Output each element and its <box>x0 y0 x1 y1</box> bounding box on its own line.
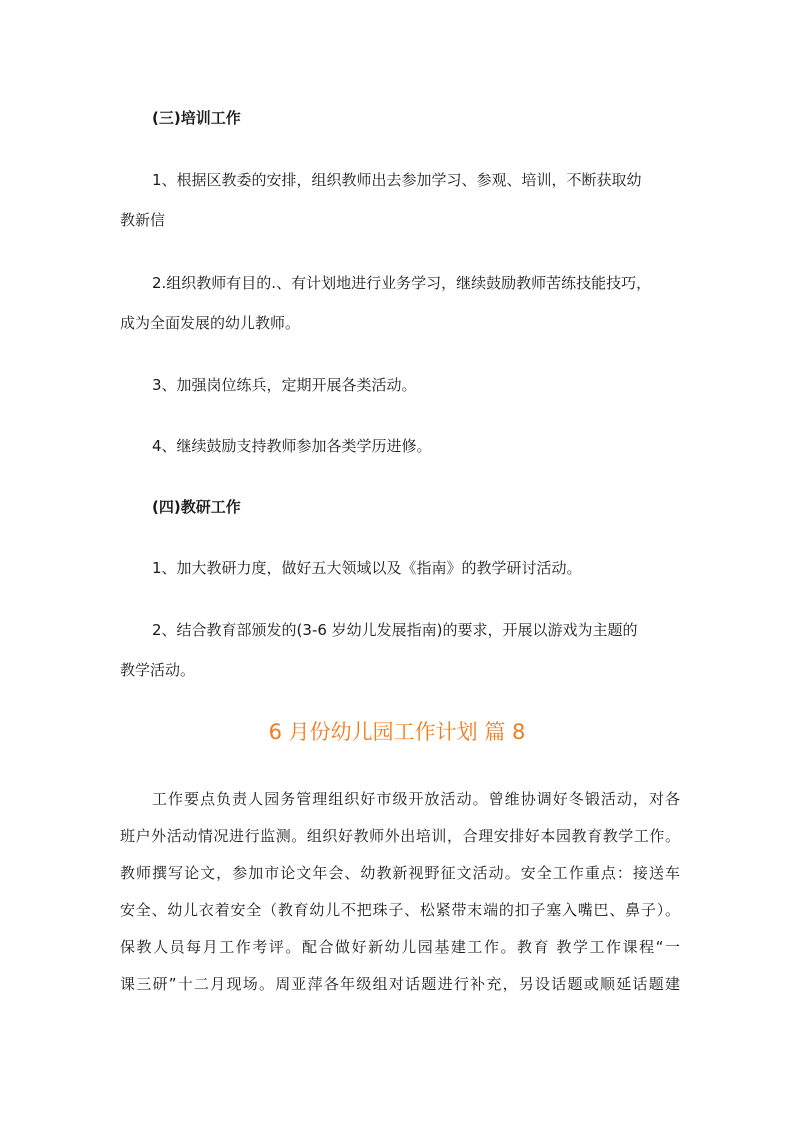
training-item-1-line-1: 1、根据区教委的安排，组织教师出去参加学习、参观、培训，不断获取幼 <box>152 171 642 189</box>
plan-line: 班户外活动情况进行监测。组织好教师外出培训，合理安排好本园教育教学工作。 <box>120 827 680 845</box>
training-item-2-line-1: 2.组织教师有目的.、有计划地进行业务学习，继续鼓励教师苦练技能技巧， <box>152 274 652 292</box>
plan-line: 安全、幼儿衣着安全（教育幼儿不把珠子、松紧带末端的扣子塞入嘴巴、鼻子）。 <box>120 901 680 919</box>
research-item-2-line-2: 教学活动。 <box>120 661 196 679</box>
plan-title: 6 月份幼儿园工作计划 篇 8 <box>268 720 526 744</box>
training-item-1-line-2: 教新信 <box>120 211 166 229</box>
plan-line: 保教人员每月工作考评。配合做好新幼儿园基建工作。教育 教学工作课程“一 <box>120 938 680 956</box>
research-item-2-line-1: 2、结合教育部颁发的(3-6 岁幼儿发展指南)的要求，开展以游戏为主题的 <box>152 621 638 639</box>
plan-line: 工作要点负责人园务管理组织好市级开放活动。曾维协调好冬锻活动，对各 <box>152 790 680 808</box>
section-heading-research: (四)教研工作 <box>152 498 241 516</box>
plan-line: 教师撰写论文，参加市论文年会、幼教新视野征文活动。安全工作重点：接送车 <box>120 864 680 882</box>
plan-line: 课三研”十二月现场。周亚萍各年级组对话题进行补充，另设话题或顺延话题建 <box>120 975 680 993</box>
section-heading-training: (三)培训工作 <box>152 109 241 127</box>
research-item-1: 1、加大教研力度，做好五大领域以及《指南》的教学研讨活动。 <box>152 559 582 577</box>
training-item-3: 3、加强岗位练兵，定期开展各类活动。 <box>152 376 417 394</box>
plan-paragraph <box>120 781 680 1003</box>
training-item-2-line-2: 成为全面发展的幼儿教师。 <box>120 314 301 332</box>
training-item-4: 4、继续鼓励支持教师参加各类学历进修。 <box>152 437 432 455</box>
